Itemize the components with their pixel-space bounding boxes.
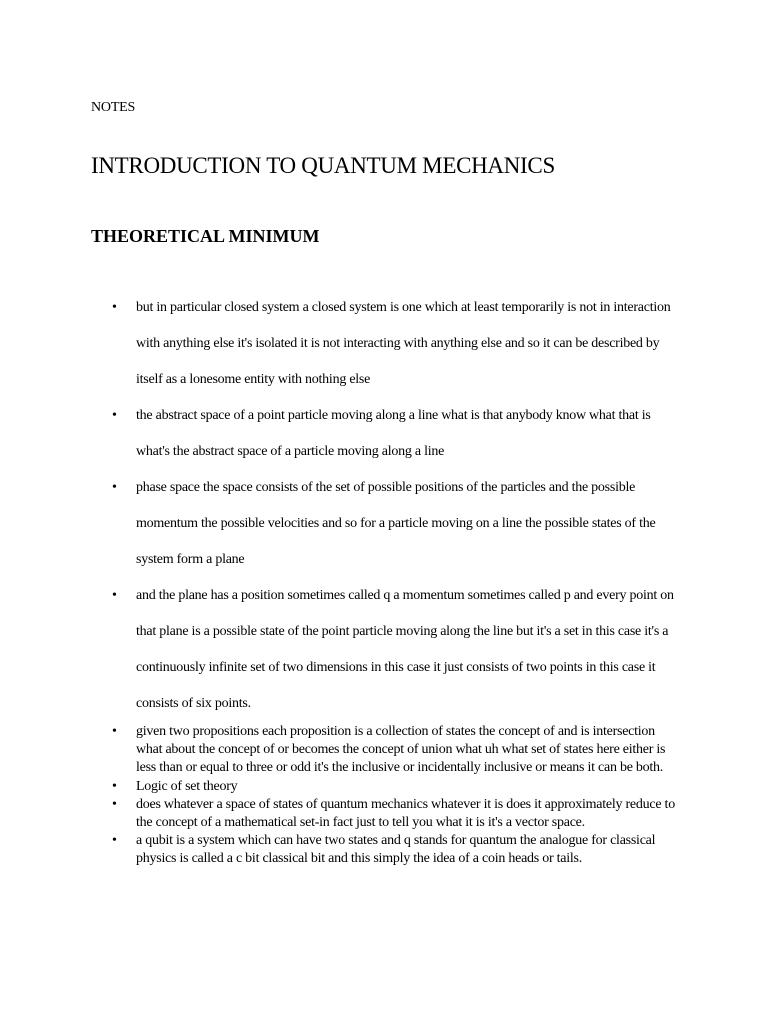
bullet-icon: • [112,588,117,603]
list-item [0,723,681,778]
list-item-text: given two propositions each proposition is a collection of states the concept of and is intersection what about the concept of or becomes the concept of union what uh what set of states here either is less than or equal to three or odd it's the inclusive or incidentally inclusive or means it can be both. [136,724,666,776]
section-heading: THEORETICAL MINIMUM [91,226,320,246]
bullet-list-double-spaced [0,290,768,722]
list-item-text: phase space the space consists of the set of possible positions of the particles and the possible momentum the possible velocities and so for a particle moving on a line the possible states of the system form a plane [136,480,656,567]
list-item [0,470,681,578]
list-item [0,578,681,722]
bullet-icon: • [112,300,117,315]
bullet-icon: • [112,778,117,794]
list-item [0,778,681,796]
list-item [0,290,681,398]
notes-label: NOTES [91,100,136,115]
list-item-text: but in particular closed system a closed system is one which at least temporarily is not in interaction with anything else it's isolated it is not interacting with anything else and so it can be described by itself as a lonesome entity with nothing else [136,300,671,387]
bullet-icon: • [112,724,117,739]
list-item-text: does whatever a space of states of quantum mechanics whatever it is does it approximately reduce to the concept of a mathematical set-in fact just to tell you what it is it's a vector space. [136,796,675,831]
list-item [0,832,681,868]
bullet-icon: • [112,833,117,849]
bullet-icon: • [112,408,117,423]
bullet-icon: • [112,480,117,495]
bullet-list-single-spaced [0,723,768,869]
list-item [0,398,681,470]
list-item-text: Logic of set theory [136,778,238,794]
list-item [0,796,681,832]
document-title: INTRODUCTION TO QUANTUM MECHANICS [91,153,555,178]
bullet-icon: • [112,796,117,812]
list-item-text: and the plane has a position sometimes called q a momentum sometimes called p and every point on that plane is a possible state of the point particle moving along the line but it's a set in this case it's a continuously infinite set of two dimensions in this case it just consists of two points in this case it consists of six points. [136,588,674,711]
list-item-text: a qubit is a system which can have two states and q stands for quantum the analogue for classical physics is called a c bit classical bit and this simply the idea of a coin heads or tails. [136,833,656,867]
list-item-text: the abstract space of a point particle moving along a line what is that anybody know what that is what's the abstract space of a particle moving along a line [136,408,651,459]
